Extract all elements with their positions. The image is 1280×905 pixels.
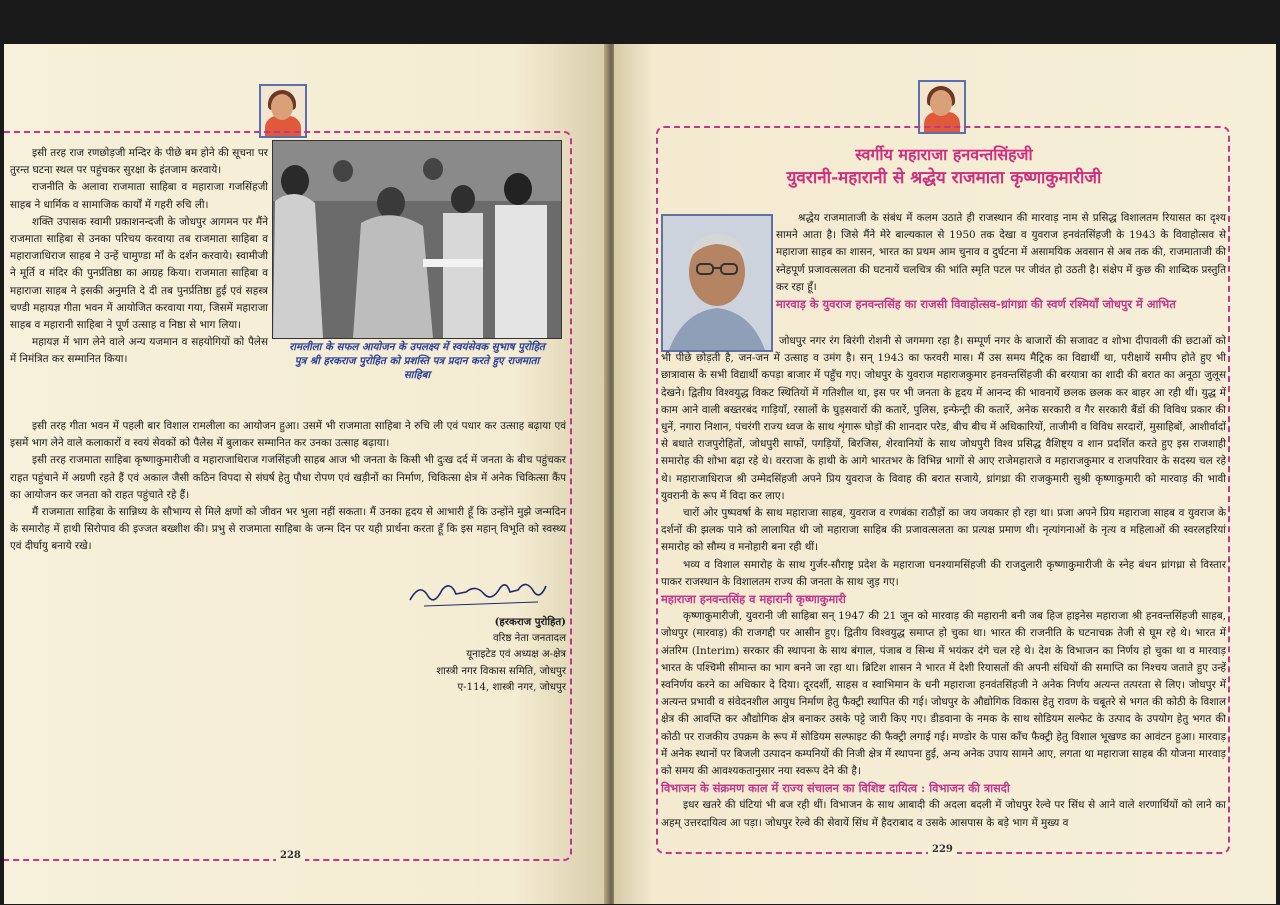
author-address: ए-114, शास्त्री नगर, जोधपुर xyxy=(457,682,566,693)
author-signature-block xyxy=(364,614,566,697)
right-body-text xyxy=(661,333,1226,832)
paragraph: शक्ति उपासक स्वामी प्रकाशनन्दजी के जोधपुर आगमन पर मैंने राजमाता साहिबा से उनका परिचय करवाया तब राजमाता साहिबा व महाराजाधिराज साहब ने उन्हें चामुण्डा माँ के दर्शन करवाये। स्वामीजी ने मूर्ति व मंदिर की पुनर्प्रतिष्ठा का आग्रह किया। राजमाता साहिबा व महाराजा साहब ने इसकी अनुमति दे दी तब पुनर्प्रतिष्ठा हुई एवं सहस्त्र चण्डी महायज्ञ गीता भवन में आयोजित करवाया गया, जिसमें महाराजा साहब व महारानी साहिबा ने पूर्ण उत्साह व निष्ठा से भाग लिया। xyxy=(10,215,268,332)
paragraph: इसी तरह राज रणछोड़जी मन्दिर के पीछे बम होने की सूचना पर तुरन्त घटना स्थल पर पहुंचकर सुरक्षा के इंतजाम करवाये। xyxy=(10,147,268,177)
section-heading: महाराजा हनवन्तसिंह व महारानी कृष्णाकुमारी xyxy=(661,592,846,607)
right-page xyxy=(614,44,1276,904)
author-photo xyxy=(661,214,773,352)
page-number-left: 228 xyxy=(276,850,305,861)
paragraph: इधर खतरे की घंटियां भी बज रही थीं। विभाजन के साथ आबादी की अदला बदली में जोधपुर रेल्वे पर सिंध से आने वाले शरणार्थियों को लाने का अहम् उत्तरदायित्व आ पड़ा। जोधपुर रेल्वे की सेवायें सिंध में हैदराबाद व उसके आसपास के बड़े भाग में मुख्य व xyxy=(661,799,1226,829)
paragraph: भव्य व विशाल समारोह के साथ गुर्जर-सौराष्ट्र प्रदेश के महाराजा घनश्यामसिंहजी की राजदुलारी कृष्णाकुमारीजी के स्नेह बंधन ध्रांगध्रा से विस्तार पाकर राजस्थान के विशालतम राज्य की जनता के साथ जुड़ गए। xyxy=(661,558,1226,588)
section-heading: मारवाड़ के युवराज हनवन्तसिंह का राजसी विवाहोत्सव-ध्रांगध्रा की स्वर्ण रश्मियाँ जोधपुर में आभित xyxy=(776,297,1176,312)
paragraph: महायज्ञ में भाग लेने वाले अन्य यजमान व सहयोगियों को पैलेस में निमंत्रित कर सम्मानित किया। xyxy=(10,336,268,366)
left-page xyxy=(4,44,607,904)
photo-figures xyxy=(273,141,561,338)
paragraph: श्रद्धेय राजमाताजी के संबंध में कलम उठाते ही राजस्थान की मारवाड़ नाम से प्रसिद्ध विशालतम रियासत का दृश्य सामने आता है। जिसे मैंने मेरे बाल्यकाल से 1950 तक देखा व युवराज हनवंतसिंहजी के 1943 के विवाहोत्सव से महाराजा साहब का शासन, भारत का प्रथम आम चुनाव व दुर्घटना में असामयिक अवसान से अब तक की, राजमाताजी की स्नेहपूर्ण प्रजावत्सलता की घटनायें चलचित्र की भांति स्मृति पटल पर जीवंत हो उठती है। संक्षेप में कुछ की शाब्दिक प्रस्तुति कर रहा हूँ। xyxy=(776,212,1227,293)
ramleela-award-photo xyxy=(272,140,562,339)
left-narrow-text xyxy=(10,145,268,369)
signature-scribble xyxy=(406,572,556,612)
paragraph: चारों ओर पुष्पवर्षा के साथ महाराजा साहब, युवराज व रणबंका राठौड़ों का जय जयकार हो रहा था। प्रजा अपने प्रिय महाराजा साहब व युवराज के दर्शनों की झलक पाने को लालायित थी जो महाराजा साहिब की प्रजावत्सलता का प्रत्यक्ष प्रमाण थी। नृत्यांगनाओं के नृत्य व महिलाओं की स्वरलहरियां समारोह को सौम्य व मनोहारी बना रही थीं। xyxy=(661,507,1226,554)
left-wide-text xyxy=(10,418,566,556)
author-title: यूनाइटेड एवं अध्यक्ष अ-क्षेत्र xyxy=(466,649,566,660)
author-title: वरिष्ठ नेता जनतादल xyxy=(492,632,566,644)
paragraph: जोधपुर नगर रंग बिरंगी रोशनी से जगमगा रहा है। सम्पूर्ण नगर के बाजारों की सजावट व शोभा दीपावली की छटाओं को भी पीछे छोड़ती है, जन-जन में उत्साह व उमंग है। सन् 1943 का फरवरी मास। मैं उस समय मैट्रिक का विद्यार्थी था, परीक्षायें समीप होते हुए भी छात्रावास के सभी विद्यार्थी कपड़ा बाजार में पहुँच गए। जोधपुर के युवराज महाराजकुमार हनवन्तसिंहजी की बरयात्रा का शादी की बरात का अनूठा जुलूस देखने। द्वितीय विश्वयुद्ध विकट स्थितियों में गतिशील था, इस पर भी जनता के हृदय में आनन्द की भावनायें छलक छलक कर बाहर आ रही थीं। युद्ध में काम आने वाली बख्तरबंद गाड़ियाँ, रसालों के घुड़सवारों की कतारें, पुलिस, इन्फेन्ट्री की कतारें, अनेक सरकारी व गैर सरकारी बैंडों की विविध प्रकार की धुनें, नगारा निशान, पंचरंगी राज्य ध्वज के साथ शृंगारू घोड़ों की शानदार परेड, बीच बीच में अधिकारियों, ताजीमी व विविध सरदारों, मुसाहिबों, आशीर्वादों से बधाते राजपुरोहितों, जोधपुरी साफों, पगड़ियों, बिरजिस, शेरवानियों के साथ जोधपुरी विश्व प्रसिद्ध वैशिष्ट्य व शान प्रदर्शित करते हुए इस राजशाही समारोह की शोभा बढ़ा रहे थे। वरराजा के हाथी के आगे भारतभर के विभिन्न भागों से आए राजेमहाराजे व महाराजकुमार व राजपरिवार के सदस्य चल रहे थे। महाराजाधिराज श्री उम्मेदसिंहजी अपने प्रिय युवराज के विवाह की बरात सजाये, ध्रांगध्रा की राजकुमारी सुश्री कृष्णाकुमारी को मारवाड़ की भावी युवरानी के रूप में विदा कर लाए। xyxy=(661,335,1227,502)
paragraph: मैं राजमाता साहिबा के सान्निध्य के सौभाग्य से मिले क्षणों को जीवन भर भुला नहीं सकता। मैं उनका हृदय से आभारी हूँ कि उन्होंने मुझे जन्मदिन के समारोह में हाथी सिरोपाव की इज्जत बख्शीश की। प्रभु से राजमाता साहिबा के जन्म दिन पर यही प्रार्थना करता हूँ कि इस महान् विभूति को स्वस्थ्य एवं दीर्घायु बनाये रखे। xyxy=(10,506,566,553)
intro-text xyxy=(776,210,1226,313)
page-number-right: 229 xyxy=(928,844,957,855)
paragraph: राजनीति के अलावा राजमाता साहिबा व महाराजा गजसिंहजी साहब ने धार्मिक व सामाजिक कार्यों में गहरी रुचि ली। xyxy=(10,181,268,211)
book-spread xyxy=(4,44,1276,904)
section-heading: विभाजन के संक्रमण काल में राज्य संचालन का विशिष्ट दायित्व : विभाजन की त्रासदी xyxy=(661,781,1010,796)
article-title-line1: स्वर्गीय महाराजा हनवन्तसिंहजी xyxy=(855,145,1033,164)
author-photo-figure xyxy=(663,216,771,350)
rajmata-portrait-left xyxy=(259,84,307,138)
paragraph: इसी तरह गीता भवन में पहली बार विशाल रामलीला का आयोजन हुआ। उसमें भी राजमाता साहिबा ने रुचि ली एवं पधार कर उत्साह बढ़ाया एवं इसमें भाग लेने वाले कलाकारों व स्वयं सेवकों को पैलेस में बुलाकर सम्मानित कर उनका उत्साह बढ़ाया। xyxy=(10,420,566,450)
author-name: (हरकराज पुरोहित) xyxy=(494,616,566,628)
handwritten-signature xyxy=(406,572,556,612)
paragraph: कृष्णाकुमारीजी, युवरानी जी साहिबा सन् 1947 की 21 जून को मारवाड़ की महारानी बनी जब हिज हाइनेस महाराजा श्री हनवन्तसिंहजी साहब, जोधपुर (मारवाड़) की राजगद्दी पर आसीन हुए। द्वितीय विश्वयुद्ध समाप्त हो चुका था। भारत की राजनीति के घटनाचक्र तेजी से घूम रहे थे। भारत में अंतरिम (Interim) सरकार की स्थापना के साथ बंगाल, पंजाब व सिन्ध में भयंकर दंगे चल रहे थे। देश के विभाजन का निर्णय हो चुका था व मारवाड़ भारत के पश्चिमी सीमान्त का भाग बनने जा रहा था। ब्रिटिश शासन ने भारत में देशी रियासतों की अपनी संधियों की समाप्ति का निश्चय जताते हुए उन्हें स्वनिर्णय करने का अधिकार दे दिया। दूरदर्शी, साहस व स्वाभिमान के धनी महाराजा हनवंतसिंहजी ने अनेक निर्णय अत्यन्त तत्परता से लिए। जोधपुर में अत्यन्त प्रभावी व संवेदनशील आयुध निर्माण हेतु फैक्ट्री स्थापित की गई। जोधपुर के औद्योगिक विकास हेतु रावण के चबूतरे से भगत की कोठी के विशाल क्षेत्र की आवप्ति कर औद्योगिक क्षेत्र बनाकर उसके पट्टे जारी किए गए। डीडवाना के नमक के साथ सोडियम सल्फेट के उत्पाद के उपयोग हेतु भगत की कोठी पर राजकीय उपक्रम के रूप में सोडियम सल्फाइट की फैक्ट्री लगाई गई। मण्डोर के पास काँच फैक्ट्री हेतु विशाल भूखण्ड का आवंटन हुआ। मारवाड़ में अनेक स्थानों पर बिजली उत्पादन कम्पनियों की निजी क्षेत्र में स्थापना हुई, अन्य अनेक उपाय सामने आए, लगता था महाराजा साहब की योजना मारवाड़ को समय की आवश्यकतानुसार नया स्वरूप देने की है। xyxy=(661,610,1226,778)
paragraph: इसी तरह राजमाता साहिबा कृष्णाकुमारीजी व महाराजाधिराज गजसिंहजी साहब आज भी जनता के किसी भी दुःख दर्द में जनता के बीच पहुंचकर राहत पहुंचाने में अग्रणी रहते हैं एवं अकाल जैसी कठिन विपदा से संघर्ष हेतु पौधा रोपण एवं खड़ीनों का निर्माण, चिकित्सा क्षेत्र में अनेक चिकित्सा कैंप का आयोजन कर जनता को राहत पहुंचाते रहे हैं। xyxy=(10,454,566,501)
article-title-line2: युवरानी-महारानी से श्रद्धेय राजमाता कृष्णाकुमारीजी xyxy=(786,168,1102,188)
photo-caption: रामलीला के सफल आयोजन के उपलक्ष्य में स्वयंसेवक सुभाष पुरोहित पुत्र श्री हरकराज पुरोहित को प्रशस्ति पत्र प्रदान करते हुए राजमाता साहिबा xyxy=(289,341,545,381)
author-title: शास्त्री नगर विकास समिति, जोधपुर xyxy=(436,665,566,677)
